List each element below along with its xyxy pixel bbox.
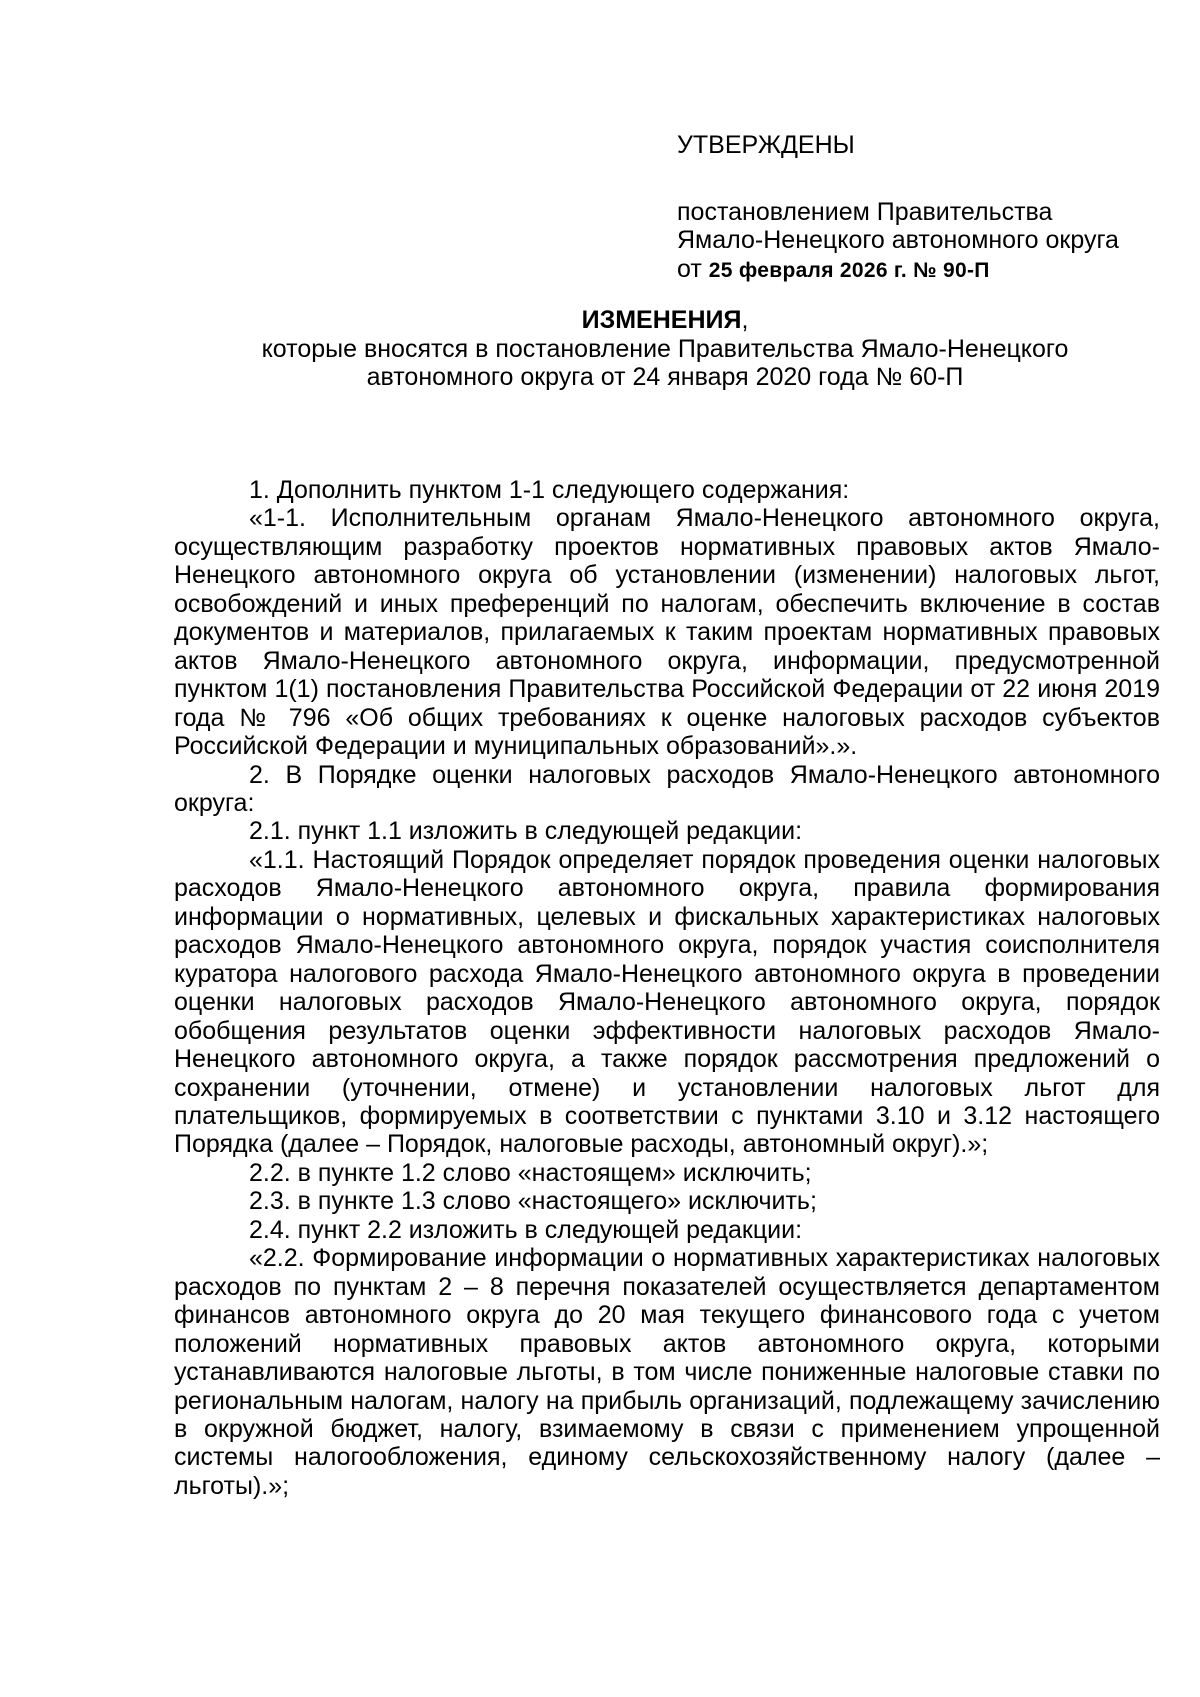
- paragraph: «1.1. Настоящий Порядок определяет порядок проведения оценки налоговых расходов Ямало-Ненецкого автономного округа, правила формирования информации о нормативных, целевых и фискальных характеристиках налоговых расходов Ямало-Ненецкого автономного округа, порядок участия соисполнителя куратора налогового расхода Ямало-Ненецкого автономного округа в проведении оценки налоговых расходов Ямало-Ненецкого автономного округа, порядок обобщения результатов оценки эффективности налоговых расходов Ямало-Ненецкого автономного округа, а также порядок рассмотрения предложений о сохранении (уточнении, отмене) и установлении налоговых льгот для плательщиков, формируемых в соответствии с пунктами 3.10 и 3.12 настоящего Порядка (далее – Порядок, налоговые расходы, автономный округ).»;: [174, 845, 1160, 1159]
- approval-line-2: Ямало-Ненецкого автономного округа: [677, 226, 1119, 254]
- paragraph: 2.2. в пункте 1.2 слово «настоящем» исключить;: [249, 1158, 812, 1187]
- approval-date-number: 25 февраля 2026 г. № 90-П: [708, 258, 990, 282]
- paragraph: 1. Дополнить пунктом 1-1 следующего содержания:: [249, 476, 850, 504]
- paragraph: 2.1. пункт 1.1 изложить в следующей редакции:: [249, 817, 803, 846]
- approval-date-prefix: от: [677, 254, 709, 283]
- approval-title: УТВЕРЖДЕНЫ: [677, 131, 855, 159]
- heading-main: ИЗМЕНЕНИЯ: [581, 306, 742, 334]
- paragraph: 2.3. в пункте 1.3 слово «настоящего» исключить;: [249, 1187, 817, 1216]
- paragraph: «1-1. Исполнительным органам Ямало-Ненецкого автономного округа, осуществляющим разработку проектов нормативных правовых актов Ямало-Ненецкого автономного округа об установлении (изменении) налоговых льгот, освобождений и иных преференций по налогам, обеспечить включение в состав документов и материалов, прилагаемых к таким проектам нормативных правовых актов Ямало-Ненецкого автономного округа, информации, предусмотренной пунктом 1(1) постановления Правительства Российской Федерации от 22 июня 2019 года № 796 «Об общих требованиях к оценке налоговых расходов субъектов Российской Федерации и муниципальных образований».».: [174, 504, 1160, 761]
- paragraph: «2.2. Формирование информации о нормативных характеристиках налоговых расходов по пунктам 2 – 8 перечня показателей осуществляется департаментом финансов автономного округа до 20 мая текущего финансового года с учетом положений нормативных правовых актов автономного округа, которыми устанавливаются налоговые льготы, в том числе пониженные налоговые ставки по региональным налогам, налогу на прибыль организаций, подлежащему зачислению в окружной бюджет, налогу, взимаемому в связи с применением упрощенной системы налогообложения, единому сельскохозяйственному налогу (далее – льготы).»;: [174, 1244, 1160, 1500]
- approval-block: [677, 131, 1177, 285]
- paragraph: 2. В Порядке оценки налоговых расходов Ямало-Ненецкого автономного округа:: [174, 760, 1160, 817]
- document-body: [174, 476, 1160, 1500]
- approval-line-1: постановлением Правительства: [677, 197, 1053, 226]
- heading-line-3: автономного округа от 24 января 2020 года № 60-П: [366, 363, 964, 391]
- document-heading: [170, 306, 1160, 392]
- approval-line-3: [677, 255, 1177, 286]
- heading-title: [170, 306, 1160, 335]
- heading-line-2: которые вносятся в постановление Правительства Ямало-Ненецкого: [261, 334, 1069, 363]
- heading-main-suffix: ,: [741, 306, 749, 334]
- paragraph: 2.4. пункт 2.2 изложить в следующей редакции:: [249, 1215, 803, 1244]
